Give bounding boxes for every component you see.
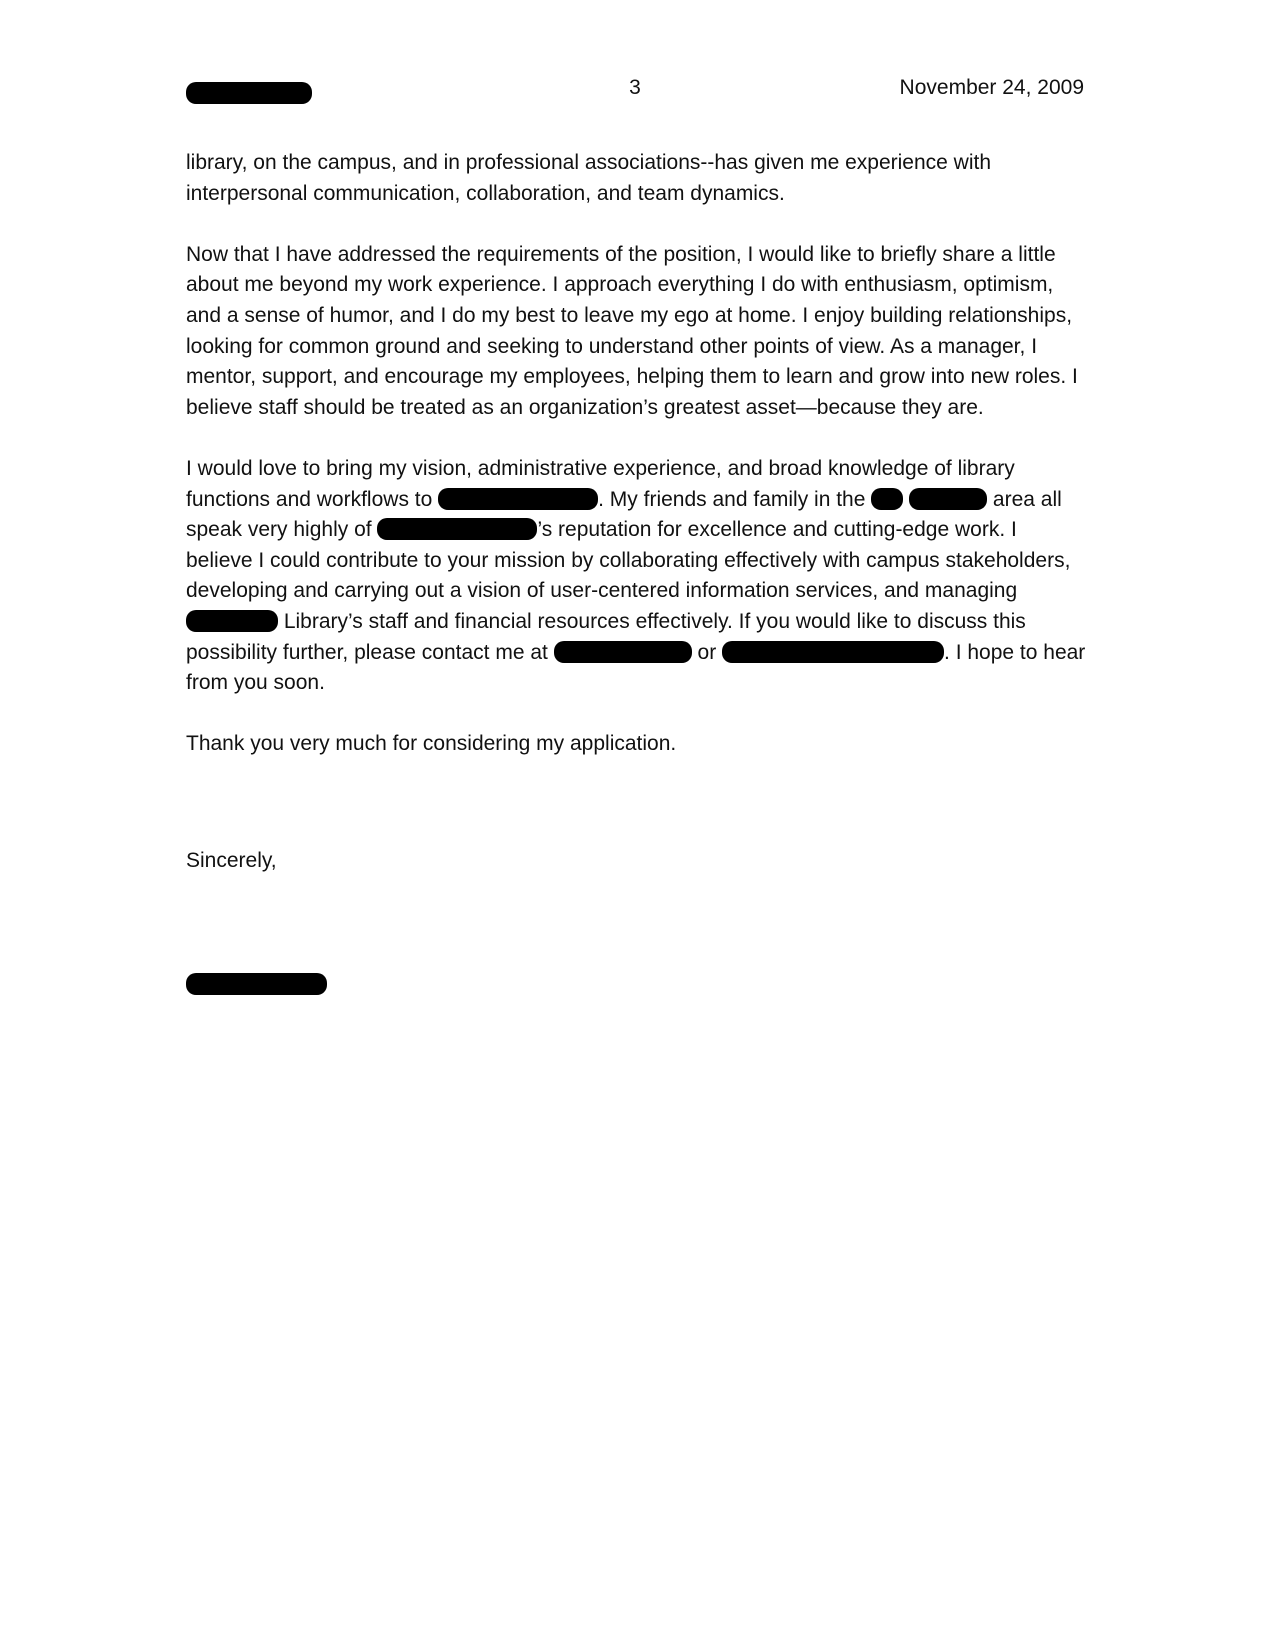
paragraph-3-text-d: ’s reputation for excellence and cutting-edge work. I believe I could contribute to your mission by collaborating effectively with campus stakeholders, developing and carrying out a vision of user-centered information services, and managing — [186, 518, 1071, 603]
redacted-institution-name — [438, 488, 598, 510]
paragraph-3-text-a: I would love to bring my vision, administrative experience, and broad knowledge of library functions and workflows to — [186, 456, 1015, 511]
page-header — [186, 76, 1084, 108]
paragraph-3-text-f: or — [691, 640, 723, 664]
paragraph-4-text: Thank you very much for considering my application. — [186, 732, 677, 756]
redacted-phone — [554, 641, 692, 663]
redacted-region-name — [909, 488, 987, 510]
paragraph-1-text: library, on the campus, and in professional associations--has given me experience with interpersonal communication, collaboration, and team dynamics. — [186, 151, 992, 205]
paragraph-4 — [186, 729, 1086, 760]
redacted-region-part — [871, 488, 903, 510]
paragraph-3-text-e: Library’s staff and financial resources effectively. If you would like to discuss this possibility further, please contact me at — [186, 609, 1026, 664]
redacted-institution-name-2 — [377, 518, 537, 540]
redacted-library-name — [186, 610, 278, 632]
paragraph-2 — [186, 240, 1086, 424]
paragraph-3 — [186, 454, 1086, 699]
letter-date: November 24, 2009 — [899, 76, 1084, 99]
paragraph-3-text-c: area all speak very highly of — [186, 487, 1062, 542]
paragraph-1 — [186, 148, 1086, 209]
paragraph-3-text-g: . I hope to hear from you soon. — [186, 640, 1086, 695]
page-number: 3 — [629, 76, 641, 99]
redacted-signature-name — [186, 973, 327, 995]
redacted-email — [722, 641, 944, 663]
letter-body — [186, 148, 1086, 790]
paragraph-2-text: Now that I have addressed the requirements of the position, I would like to briefly share a little about me beyond my work experience. I approach everything I do with enthusiasm, optimism, and a sense of humor, and I do my best to leave my ego at home. I enjoy building relationships, looking for common ground and seeking to understand other points of view. As a manager, I mentor, support, and encourage my employees, helping them to learn and grow into new roles. I believe staff should be treated as an organization’s greatest asset—because they are. — [186, 242, 1078, 419]
paragraph-3-text-b: . My friends and family in the — [598, 487, 872, 511]
closing-salutation: Sincerely, — [186, 849, 277, 872]
